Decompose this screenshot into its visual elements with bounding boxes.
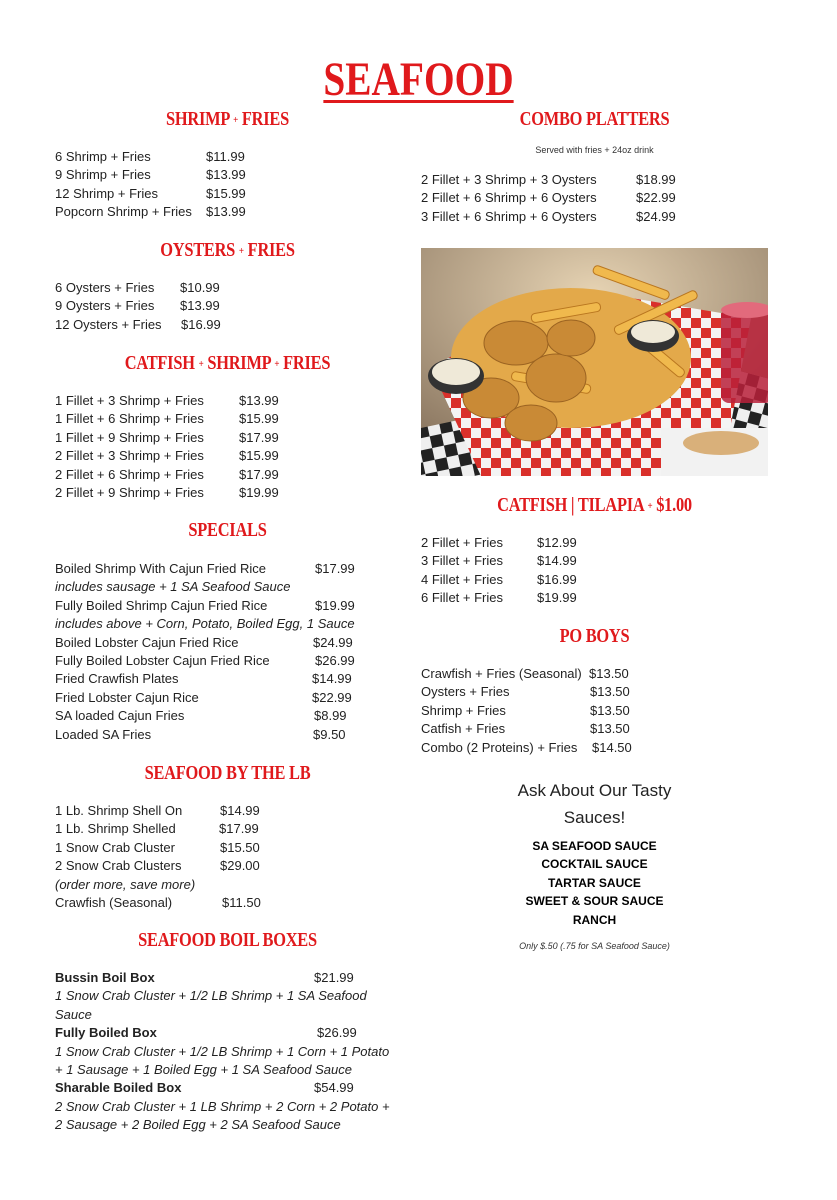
menu-item: Crawfish (Seasonal) $11.50 <box>55 894 261 910</box>
menu-item: 4 Fillet + Fries $16.99 <box>421 571 577 587</box>
section-catfish-shrimp-fries <box>55 352 400 375</box>
menu-item: 6 Oysters + Fries $10.99 <box>55 280 220 295</box>
menu-item: 1 Fillet + 9 Shrimp + Fries $17.99 <box>55 429 279 445</box>
menu-item: 2 Fillet + Fries $12.99 <box>421 535 577 550</box>
menu-item: 12 Shrimp + Fries $15.99 <box>55 185 246 201</box>
section-boil-boxes <box>55 929 400 952</box>
menu-item: Catfish + Fries $13.50 <box>421 721 630 737</box>
menu-item: 2 Fillet + 6 Shrimp + Fries $17.99 <box>55 466 279 482</box>
list-shrimp-fries <box>55 148 400 222</box>
menu-item: 1 Fillet + 6 Shrimp + Fries $15.99 <box>55 411 279 427</box>
menu-item: Shrimp + Fries $13.50 <box>421 702 630 718</box>
menu-item: 1 Lb. Shrimp Shelled $17.99 <box>55 821 259 837</box>
section-title-shrimp-fries: SHRIMP + FRIES <box>166 108 289 130</box>
menu-item: SA loaded Cajun Fries $8.99 <box>55 708 347 724</box>
menu-item-desc: 1 Snow Crab Cluster + 1/2 LB Shrimp + 1 Corn + 1 Potato <box>55 1043 390 1059</box>
list-combo-platters <box>421 171 768 226</box>
menu-item: Fully Boiled Box $26.99 <box>55 1025 357 1041</box>
section-title-boil-boxes: SEAFOOD BOIL BOXES <box>138 929 317 951</box>
menu-item: Popcorn Shrimp + Fries $13.99 <box>55 204 246 220</box>
menu-item-note: includes sausage + 1 SA Seafood Sauce <box>55 579 291 595</box>
sauce-item: RANCH <box>572 912 617 927</box>
menu-item: 2 Fillet + 9 Shrimp + Fries $19.99 <box>55 484 279 500</box>
menu-item: Fully Boiled Shrimp Cajun Fried Rice $19.99 <box>55 597 355 613</box>
menu-item: 9 Oysters + Fries $13.99 <box>55 298 220 314</box>
sauce-item: SWEET & SOUR SAUCE <box>525 894 664 909</box>
list-po-boys <box>421 665 768 757</box>
combo-subtitle: Served with fries + 24oz drink <box>535 145 654 155</box>
menu-item: 1 Snow Crab Cluster $15.50 <box>55 839 260 855</box>
sauces-footnote: Only $.50 (.75 for SA Seafood Sauce) <box>519 941 670 952</box>
section-title-specials: SPECIALS <box>188 519 267 541</box>
menu-item: 12 Oysters + Fries $16.99 <box>55 316 221 332</box>
menu-item: 6 Fillet + Fries $19.99 <box>421 590 577 606</box>
list-oysters-fries <box>55 279 400 334</box>
menu-item-desc: Sauce <box>55 1006 92 1022</box>
section-shrimp-fries <box>55 108 400 131</box>
menu-item: 2 Fillet + 6 Shrimp + 6 Oysters $22.99 <box>421 190 676 206</box>
section-title-combo-platters: COMBO PLATTERS <box>519 108 670 130</box>
menu-item: Fully Boiled Lobster Cajun Fried Rice $26.99 <box>55 652 355 668</box>
fried-seafood-basket-image <box>421 248 768 476</box>
menu-item: Combo (2 Proteins) + Fries $14.50 <box>421 739 632 755</box>
menu-item: Oysters + Fries $13.50 <box>421 684 630 700</box>
menu-item: 1 Fillet + 3 Shrimp + Fries $13.99 <box>55 393 279 408</box>
section-sauces <box>421 777 768 951</box>
section-title-catfish-tilapia: CATFISH | TILAPIA + $1.00 <box>497 494 692 516</box>
menu-title: SEAFOOD <box>323 53 514 106</box>
menu-item: Sharable Boiled Box $54.99 <box>55 1080 354 1096</box>
section-title-po-boys: PO BOYS <box>559 625 630 647</box>
section-combo-platters <box>421 108 768 155</box>
list-catfish-shrimp-fries <box>55 392 400 502</box>
menu-item: 2 Snow Crab Clusters $29.00 <box>55 858 260 874</box>
menu-item-desc: 1 Snow Crab Cluster + 1/2 LB Shrimp + 1 SA Seafood <box>55 988 367 1004</box>
menu-item: 3 Fillet + Fries $14.99 <box>421 553 577 569</box>
menu-item: Bussin Boil Box $21.99 <box>55 970 354 985</box>
section-catfish-tilapia <box>421 494 768 517</box>
sauces-heading-line1: Ask About Our Tasty <box>517 781 672 800</box>
menu-item: 1 Lb. Shrimp Shell On $14.99 <box>55 803 260 818</box>
list-by-the-lb <box>55 802 400 912</box>
menu-item-desc: 2 Snow Crab Cluster + 1 LB Shrimp + 2 Corn + 2 Potato + <box>55 1098 390 1114</box>
menu-item: 6 Shrimp + Fries $11.99 <box>55 149 245 164</box>
menu-item: Boiled Lobster Cajun Fried Rice $24.99 <box>55 634 353 650</box>
menu-item: Loaded SA Fries $9.50 <box>55 726 346 742</box>
section-title-oysters-fries: OYSTERS + FRIES <box>160 239 295 261</box>
menu-item-note: includes above + Corn, Potato, Boiled Egg, 1 Sauce <box>55 616 355 632</box>
sauce-item: SA SEAFOOD SAUCE <box>532 839 657 853</box>
food-photo <box>421 248 768 476</box>
sauce-item: TARTAR SAUCE <box>548 875 641 890</box>
section-oysters-fries <box>55 239 400 262</box>
section-by-the-lb <box>55 762 400 785</box>
menu-item-note: (order more, save more) <box>55 876 196 892</box>
menu-item: 2 Fillet + 3 Shrimp + Fries $15.99 <box>55 448 279 464</box>
section-title-catfish-shrimp-fries: CATFISH + SHRIMP + FRIES <box>124 352 331 374</box>
sauces-heading-line2: Sauces! <box>563 808 626 827</box>
menu-item: Fried Lobster Cajun Rice $22.99 <box>55 689 352 705</box>
menu-item: 9 Shrimp + Fries $13.99 <box>55 167 246 183</box>
menu-item: 2 Fillet + 3 Shrimp + 3 Oysters $18.99 <box>421 172 676 187</box>
menu-item: Crawfish + Fries (Seasonal) $13.50 <box>421 666 629 681</box>
section-specials <box>55 519 400 542</box>
section-po-boys <box>421 625 768 648</box>
list-specials <box>55 560 400 744</box>
menu-item: 3 Fillet + 6 Shrimp + 6 Oysters $24.99 <box>421 208 676 224</box>
sauce-item: COCKTAIL SAUCE <box>541 857 648 872</box>
list-boil-boxes <box>55 969 400 1135</box>
section-title-by-the-lb: SEAFOOD BY THE LB <box>144 762 311 784</box>
menu-item: Fried Crawfish Plates $14.99 <box>55 671 352 687</box>
menu-item: Boiled Shrimp With Cajun Fried Rice $17.99 <box>55 561 355 576</box>
list-catfish-tilapia <box>421 534 768 608</box>
menu-item-desc: 2 Sausage + 2 Boiled Egg + 2 SA Seafood Sauce <box>55 1117 341 1133</box>
menu-item-desc: + 1 Sausage + 1 Boiled Egg + 1 SA Seafood Sauce <box>55 1062 352 1077</box>
